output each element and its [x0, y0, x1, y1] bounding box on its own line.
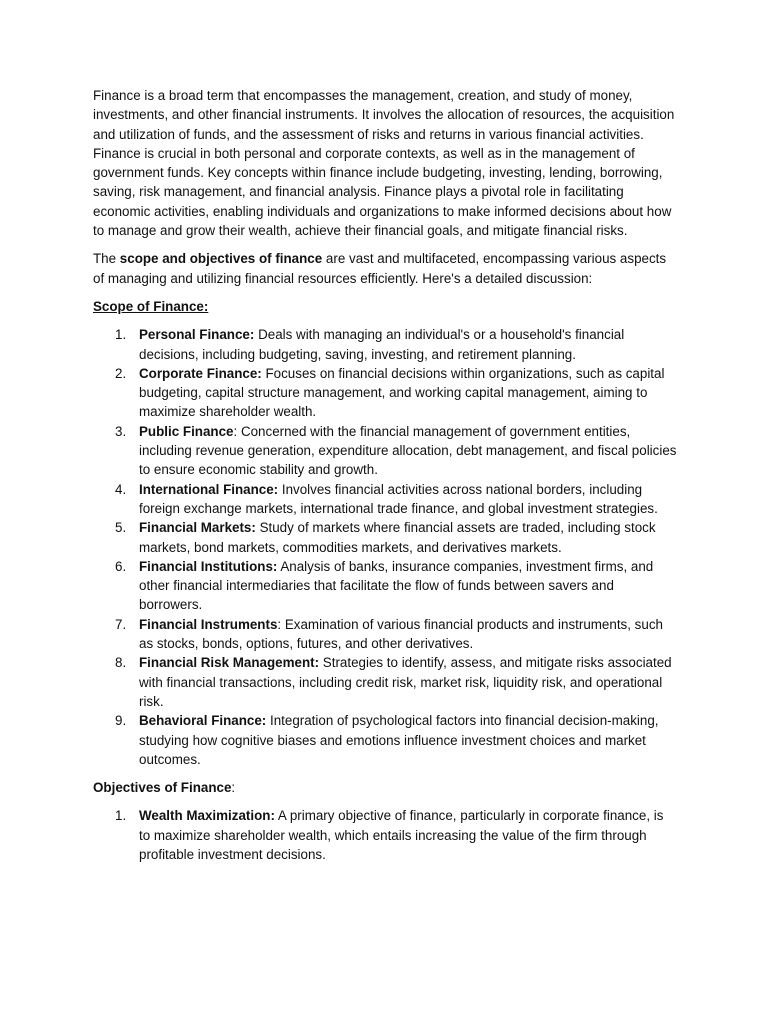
list-item-number: 1. — [115, 327, 127, 343]
list-item-number: 7. — [115, 616, 127, 632]
intro-paragraph: Finance is a broad term that encompasses the management, creation, and study of money, investments, and other financial instruments. It involves the allocation of resources, the acquisition and utilization of funds, and the assessment of risks and returns in various financial activities. Finance is crucial in both personal and corporate contexts, as well as in the management of government funds. Key concepts within finance include budgeting, investing, lending, borrowing, saving, risk management, and financial analysis. Finance plays a pivotal role in facilitating economic activities, enabling individuals and organizations to make informed decisions about how to manage and grow their wealth, achieve their financial goals, and mitigate financial risks. — [93, 88, 675, 239]
list-item-term: Corporate Finance: — [139, 365, 262, 381]
list-item-number: 9. — [115, 713, 127, 729]
list-item-text: : Examination of various financial products and instruments, such as stocks, bonds, options, futures, and other derivatives. — [139, 616, 663, 652]
list-item-term: Financial Risk Management: — [139, 655, 320, 671]
list-item — [93, 422, 678, 480]
list-item-number: 6. — [115, 558, 127, 574]
objectives-heading-text: Objectives of Finance — [93, 780, 232, 796]
list-item-number: 4. — [115, 481, 127, 497]
list-item-text: Focuses on financial decisions within organizations, such as capital budgeting, capital structure management, and working capital management, aiming to maximize shareholder wealth. — [139, 365, 665, 420]
list-item-text: Analysis of banks, insurance companies, investment firms, and other financial intermediaries that facilitate the flow of funds between savers and borrowers. — [139, 558, 654, 613]
scope-list — [93, 325, 678, 769]
list-item-term: Wealth Maximization: — [139, 808, 275, 824]
list-item-term: Financial Institutions: — [139, 558, 278, 574]
objectives-heading-suffix: : — [231, 780, 236, 796]
scope-heading — [93, 297, 678, 316]
list-item — [93, 557, 678, 615]
list-item — [93, 806, 678, 864]
list-item-term: Public Finance — [139, 423, 234, 439]
list-item-number: 3. — [115, 423, 127, 439]
list-item — [93, 364, 678, 422]
list-item-term: Personal Finance: — [139, 327, 255, 343]
list-item-text: Strategies to identify, assess, and mitigate risks associated with financial transactions, including credit risk, market risk, liquidity risk, and operational risk. — [139, 655, 672, 709]
list-item-number: 1. — [115, 808, 127, 824]
scope-intro-pre: The — [93, 251, 120, 267]
list-item — [93, 518, 678, 557]
list-item-term: Behavioral Finance: — [139, 713, 267, 729]
list-item — [93, 653, 678, 711]
list-item-text: A primary objective of finance, particularly in corporate finance, is to maximize shareholder wealth, which entails increasing the value of the firm through profitable investment decisions. — [139, 808, 664, 862]
list-item-term: Financial Instruments — [139, 616, 278, 632]
list-item-number: 8. — [115, 655, 127, 671]
list-item-term: International Finance: — [139, 481, 279, 497]
list-item-text: : Concerned with the financial management of government entities, including revenue generation, expenditure allocation, debt management, and fiscal policies to ensure economic stability and growth. — [139, 423, 677, 478]
document-page — [93, 86, 678, 873]
list-item-number: 2. — [115, 365, 127, 381]
list-item-number: 5. — [115, 520, 127, 536]
list-item-text: Involves financial activities across national borders, including foreign exchange markets, international trade finance, and global investment strategies. — [139, 481, 658, 516]
list-item-text: Deals with managing an individual's or a household's financial decisions, including budgeting, saving, investing, and retirement planning. — [139, 327, 625, 362]
scope-intro-post: are vast and multifaceted, encompassing various aspects of managing and utilizing financial resources efficiently. Here's a detailed discussion: — [93, 251, 667, 286]
objectives-list — [93, 806, 678, 864]
list-item-text: Integration of psychological factors into financial decision-making, studying how cognitive biases and emotions influence investment choices and market outcomes. — [139, 713, 659, 767]
scope-heading-text: Scope of Finance: — [93, 298, 209, 314]
list-item — [93, 615, 678, 654]
objectives-heading — [93, 778, 678, 797]
scope-intro-paragraph — [93, 249, 678, 288]
list-item — [93, 325, 678, 364]
scope-intro-bold: scope and objectives of finance — [119, 251, 323, 267]
list-item-text: Study of markets where financial assets are traded, including stock markets, bond markets, commodities markets, and derivatives markets. — [139, 520, 656, 555]
list-item-term: Financial Markets: — [139, 520, 256, 536]
list-item — [93, 480, 678, 519]
list-item — [93, 711, 678, 769]
